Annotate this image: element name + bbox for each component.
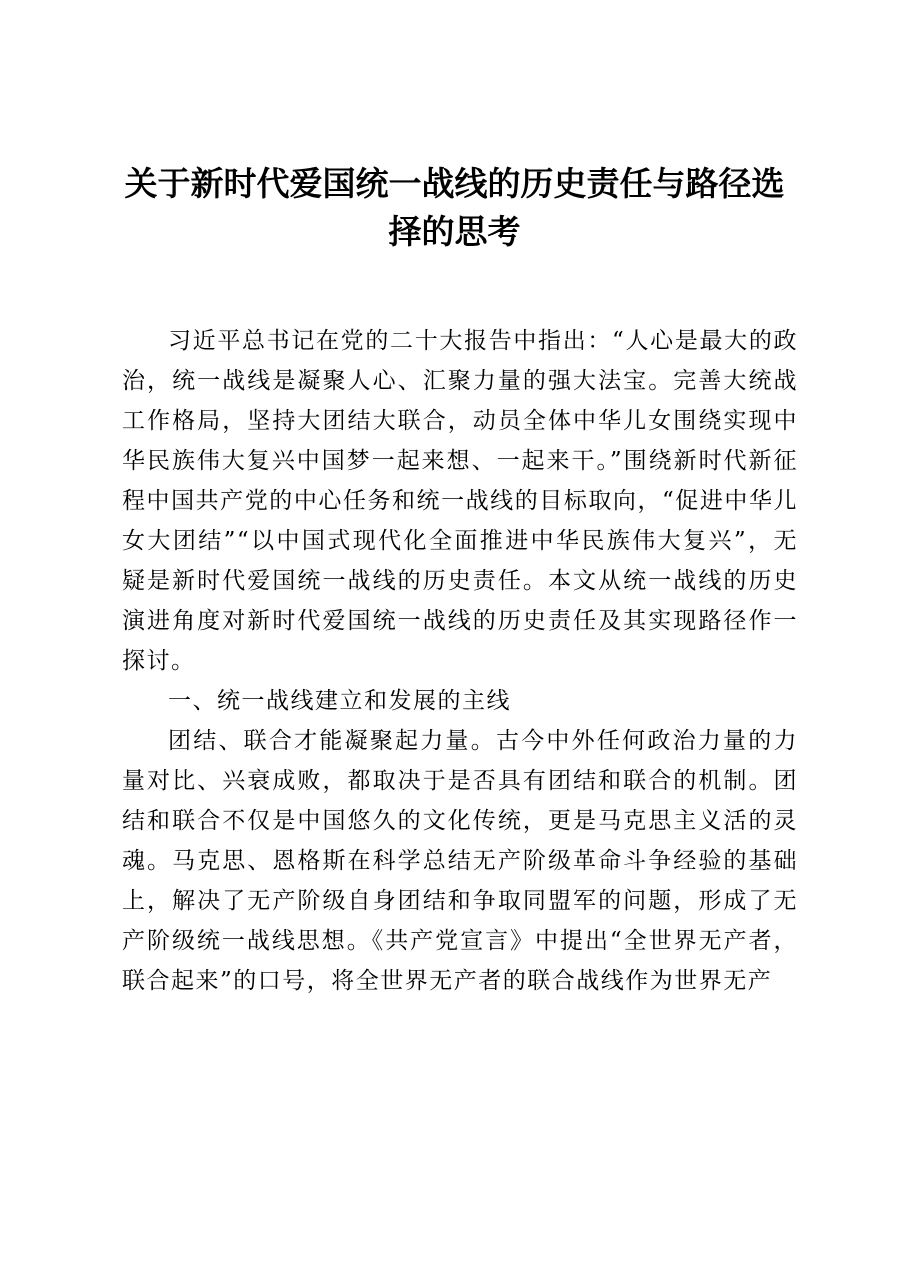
paragraph-section-1: 团结、联合才能凝聚起力量。古今中外任何政治力量的力量对比、兴衰成败，都取决于是否具有团结和联合的机制。团结和联合不仅是中国悠久的文化传统，更是马克思主义活的灵魂。马克思、恩格斯在科学总结无产阶级革命斗争经验的基础上，解决了无产阶级自身团结和争取同盟军的问题，形成了无产阶级统一战线思想。《共产党宣言》中提出“全世界无产者，联合起来”的口号，将全世界无产者的联合战线作为世界无产 bbox=[122, 728, 798, 994]
document-title-line-2: 择的思考 bbox=[388, 212, 521, 251]
paragraph-intro: 习近平总书记在党的二十大报告中指出：“人心是最大的政治，统一战线是凝聚人心、汇聚力量的强大法宝。完善大统战工作格局，坚持大团结大联合，动员全体中华儿女围绕实现中华民族伟大复兴中国梦一起来想、一起来干。”围绕新时代新征程中国共产党的中心任务和统一战线的目标取向，“促进中华儿女大团结”“以中国式现代化全面推进中华民族伟大复兴”，无疑是新时代爱国统一战线的历史责任。本文从统一战线的历史演进角度对新时代爱国统一战线的历史责任及其实现路径作一探讨。 bbox=[122, 328, 798, 674]
section-heading-1: 一、统一战线建立和发展的主线 bbox=[168, 688, 511, 714]
document-title bbox=[0, 160, 909, 256]
document-body bbox=[122, 321, 798, 1001]
document-title-line-1: 关于新时代爱国统一战线的历史责任与路径选 bbox=[124, 164, 785, 203]
